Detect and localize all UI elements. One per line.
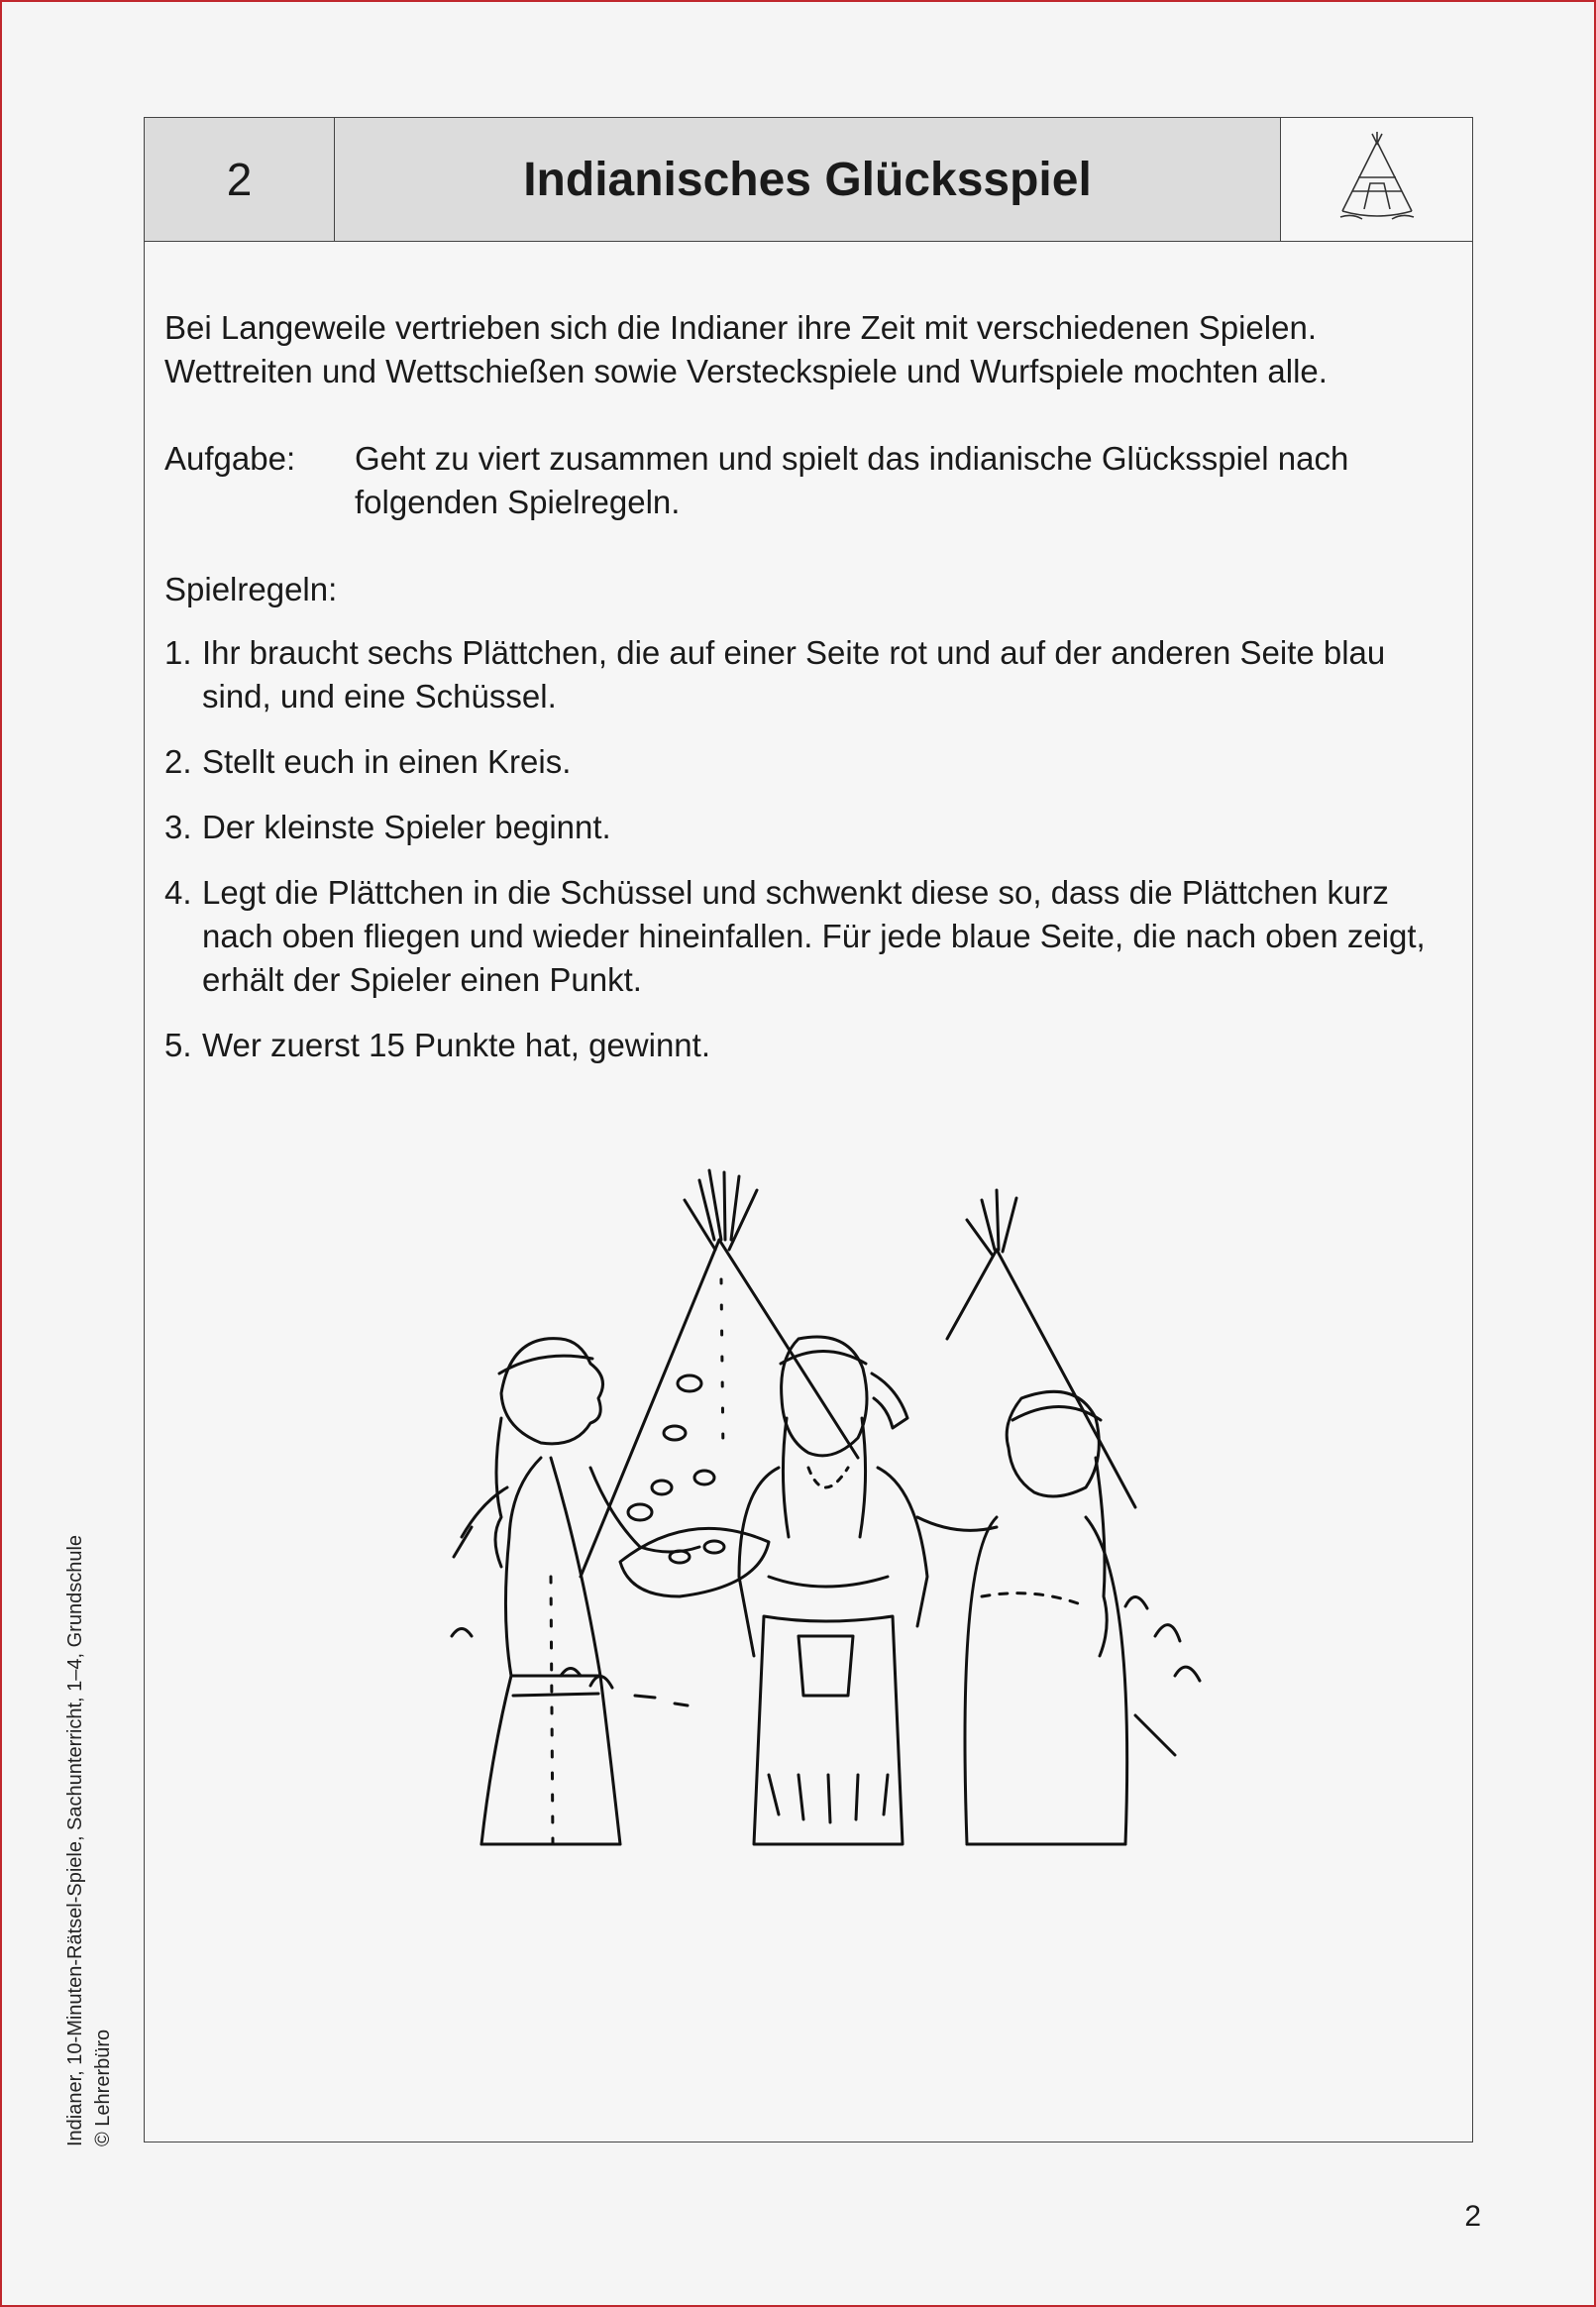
- header-bar: [145, 118, 1472, 242]
- task-label: Aufgabe:: [164, 440, 296, 477]
- copyright-line: © Lehrerbüro: [92, 2029, 114, 2146]
- rule-item: [164, 740, 1452, 784]
- rule-number: 5.: [164, 1027, 192, 1063]
- rule-text: Wer zuerst 15 Punkte hat, gewinnt.: [202, 1027, 710, 1063]
- worksheet-number: 2: [145, 118, 335, 241]
- side-credit: [61, 1393, 117, 2146]
- middle-girl: [739, 1337, 927, 1844]
- rule-text: Stellt euch in einen Kreis.: [202, 743, 572, 780]
- rule-number: 4.: [164, 874, 192, 911]
- credit-line: Indianer, 10-Minuten-Rätsel-Spiele, Sachunterricht, 1–4, Grundschule: [64, 1534, 86, 2146]
- rule-number: 3.: [164, 809, 192, 845]
- flying-discs: [628, 1375, 714, 1520]
- page-title: Indianisches Glücksspiel: [335, 118, 1281, 241]
- rule-item: [164, 806, 1452, 849]
- rule-number: 2.: [164, 743, 192, 780]
- rule-item: [164, 631, 1452, 718]
- rules-list: [164, 631, 1452, 1067]
- tipi-icon-cell: [1282, 118, 1472, 241]
- children-playing-illustration: [442, 1160, 1333, 1869]
- task-text: Geht zu viert zusammen und spielt das indianische Glücksspiel nach folgenden Spielregeln.: [355, 440, 1349, 520]
- worksheet: [144, 117, 1473, 2142]
- worksheet-content: [164, 306, 1452, 1089]
- task-block: [164, 437, 1452, 524]
- right-girl: [917, 1391, 1127, 1844]
- intro-text: Bei Langeweile vertrieben sich die Indianer ihre Zeit mit verschiedenen Spielen. Wettreiten und Wettschießen sowie Versteckspiele und Wurfspiele mochten alle.: [164, 309, 1328, 389]
- bowl: [620, 1528, 769, 1596]
- rule-text: Ihr braucht sechs Plättchen, die auf einer Seite rot und auf der anderen Seite blau sind, und eine Schüssel.: [202, 634, 1386, 714]
- rule-number: 1.: [164, 634, 192, 671]
- rules-heading: Spielregeln:: [164, 571, 338, 607]
- tipi-icon: [1323, 130, 1432, 229]
- right-tipi: [947, 1250, 1135, 1507]
- rule-item: [164, 1024, 1452, 1067]
- rule-text: Der kleinste Spieler beginnt.: [202, 809, 611, 845]
- rule-text: Legt die Plättchen in die Schüssel und schwenkt diese so, dass die Plättchen kurz nach oben fliegen und wieder hineinfallen. Für jede blaue Seite, die nach oben zeigt, erhält der Spieler einen Punkt.: [202, 874, 1426, 998]
- left-girl: [454, 1339, 699, 1844]
- page-number: 2: [1464, 2200, 1481, 2233]
- rule-item: [164, 871, 1452, 1002]
